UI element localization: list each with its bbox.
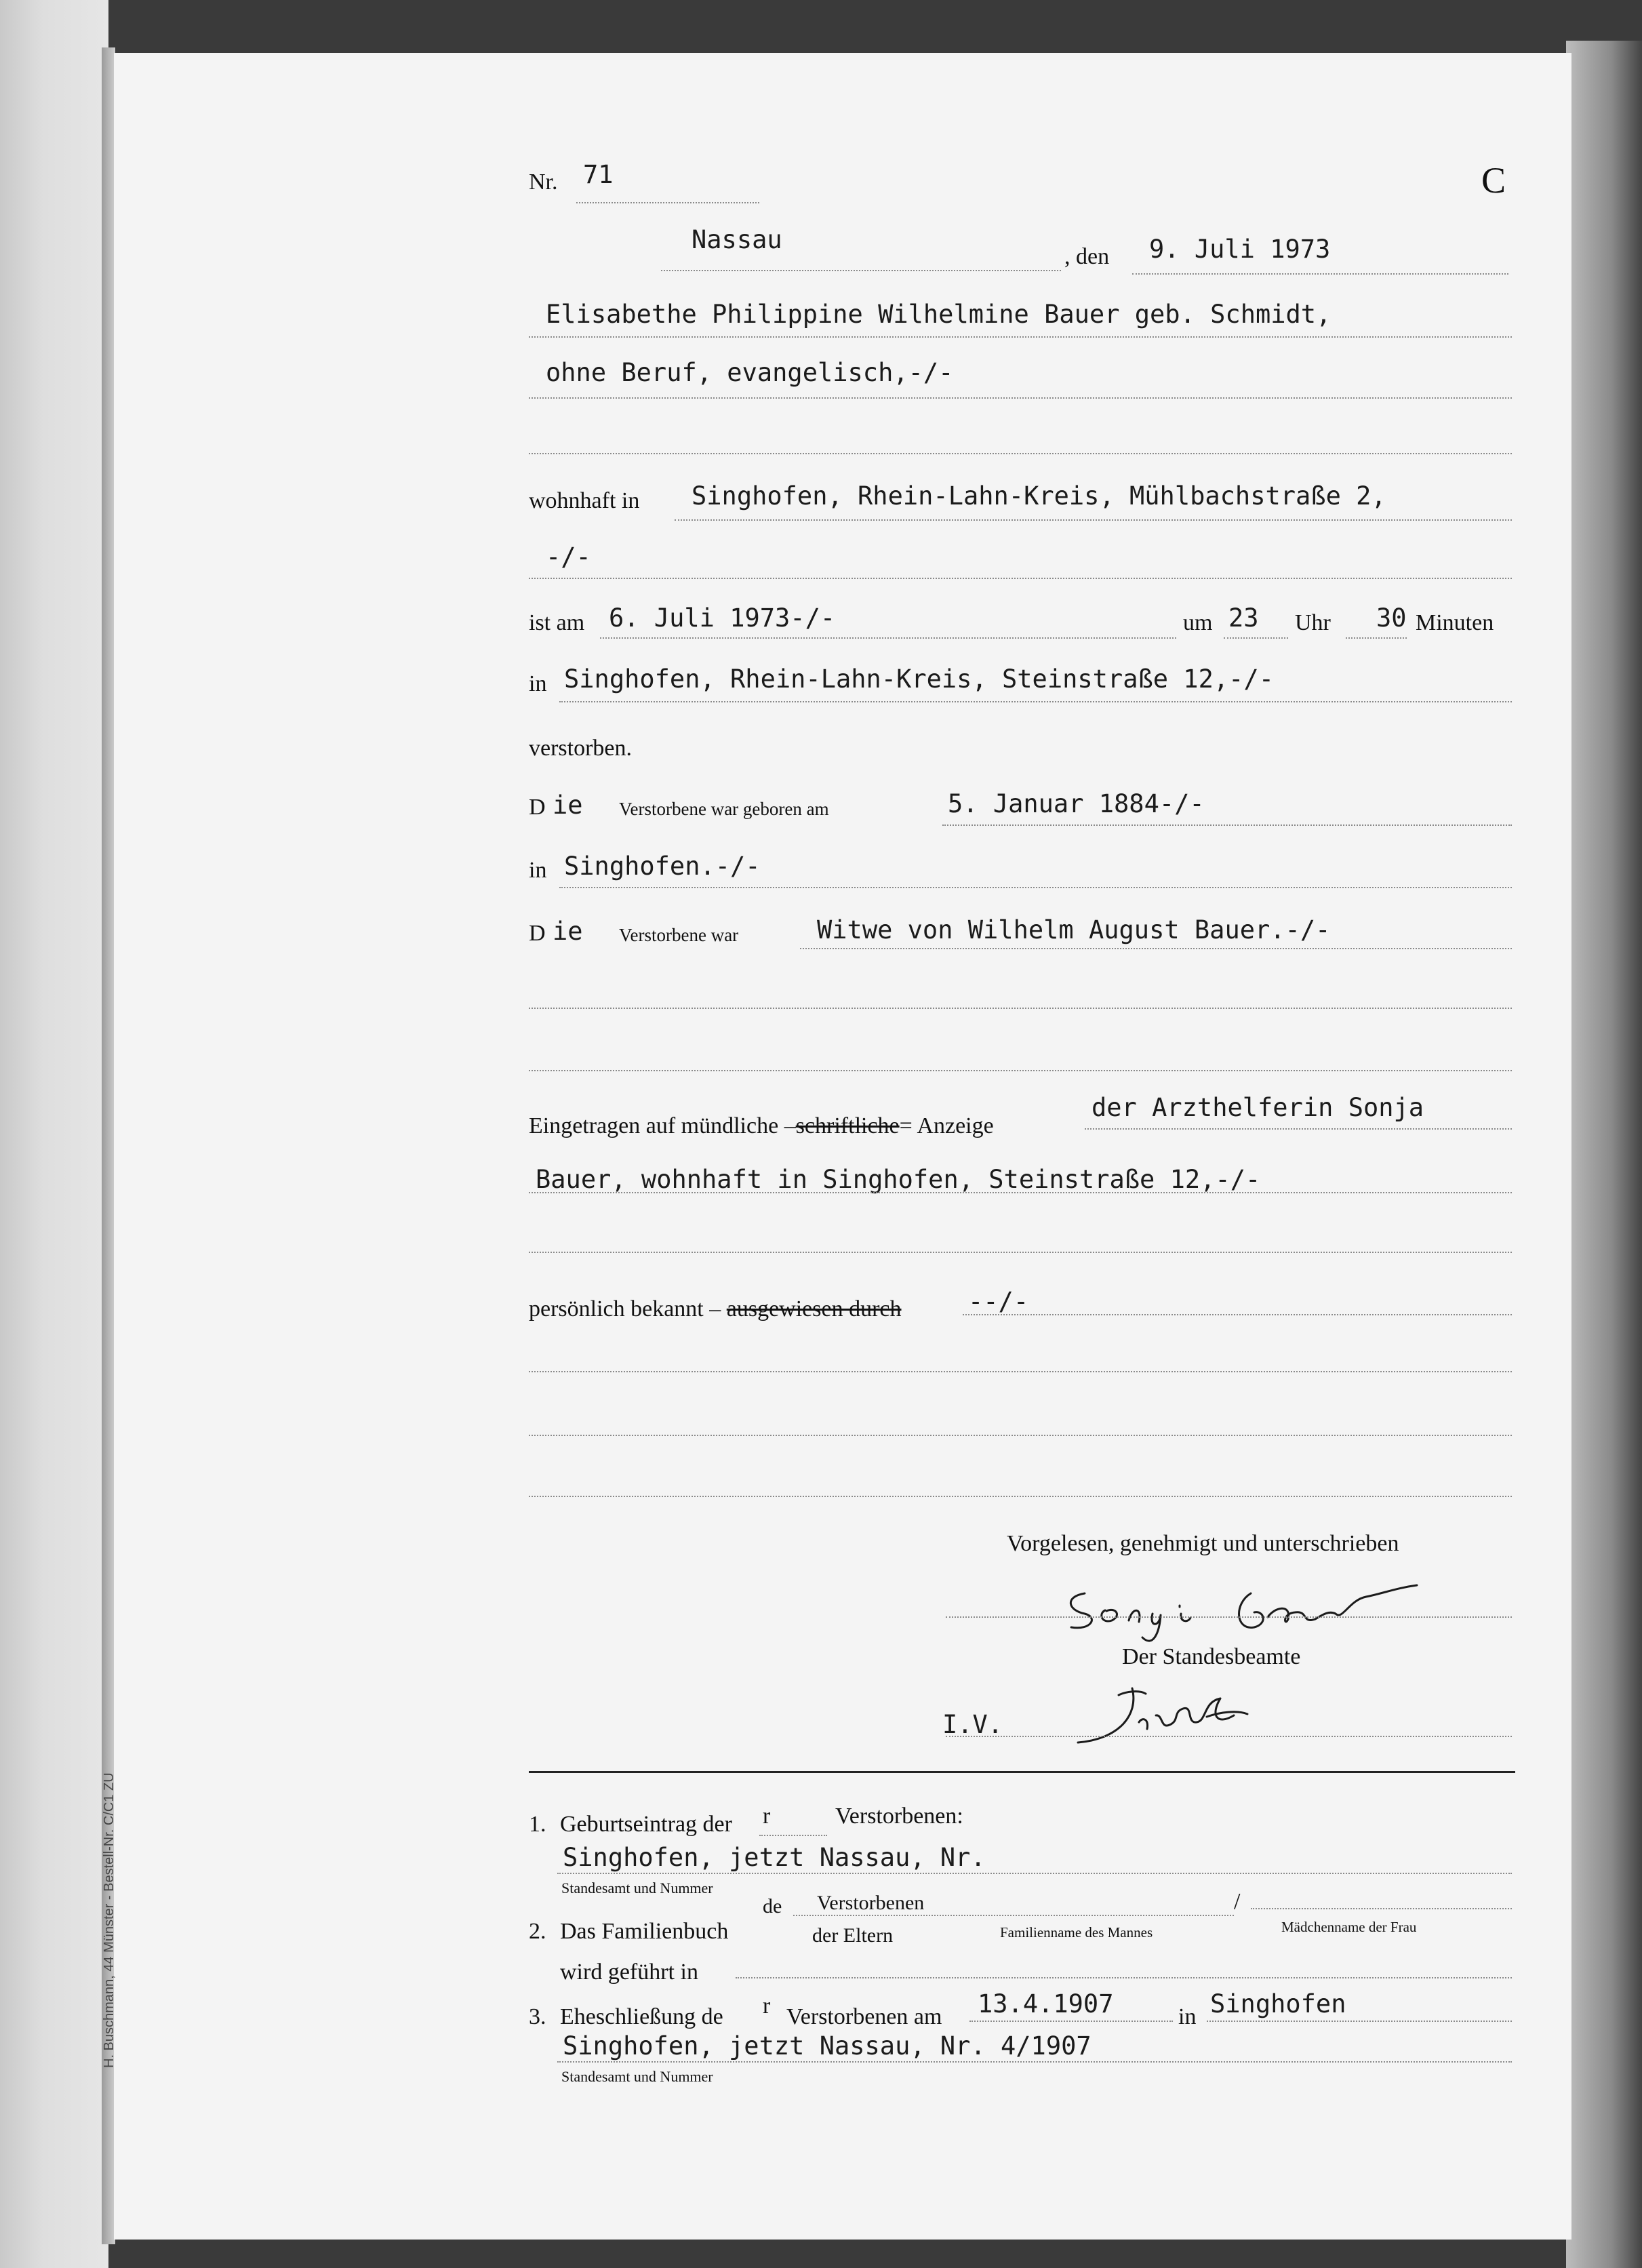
fn2-option-2: der Eltern — [812, 1924, 894, 1947]
um-label: um — [1183, 610, 1213, 635]
verstorben-label: verstorben. — [529, 736, 633, 761]
line-blank-3 — [529, 1070, 1512, 1071]
left-facing-page — [0, 0, 108, 2268]
fn1-number: 1. — [529, 1812, 546, 1837]
line-address — [675, 519, 1512, 521]
fn3-sub: Standesamt und Nummer — [561, 2068, 713, 2085]
date-line — [1132, 273, 1508, 275]
marital-d-fill: ie — [553, 917, 583, 946]
fn3-label-b: Verstorbenen am — [786, 2004, 942, 2029]
fn1-label-a: Geburtseintrag der — [560, 1812, 732, 1837]
fn2-label-2: wird geführt in — [560, 1959, 698, 1985]
line-informant-1 — [1085, 1128, 1512, 1130]
fn3-place: Singhofen — [1210, 1989, 1346, 2018]
fn1-label-b: Verstorbenen: — [835, 1804, 963, 1829]
fn3-date: 13.4.1907 — [978, 1989, 1114, 2018]
fn2-number: 2. — [529, 1919, 546, 1944]
fn1-sub: Standesamt und Nummer — [561, 1879, 713, 1896]
line-death-place — [559, 701, 1512, 702]
birth-date: 5. Januar 1884-/- — [948, 789, 1205, 818]
line-fn3-value — [557, 2061, 1512, 2063]
registrar-label: Der Standesbeamte — [1122, 1644, 1301, 1669]
fn2-label: Das Familienbuch — [560, 1919, 729, 1944]
fn1-fill: r — [763, 1804, 771, 1829]
fn2-option-1: Verstorbenen — [817, 1892, 925, 1914]
fn3-value: Singhofen, jetzt Nassau, Nr. 4/1907 — [563, 2031, 1092, 2061]
line-registrar-signature — [946, 1736, 1512, 1737]
person-address-cont: -/- — [546, 542, 591, 572]
line-fn3-place — [1207, 2021, 1512, 2022]
death-in-label: in — [529, 671, 547, 696]
page-stack-edge — [1566, 41, 1642, 2268]
iv-label: I.V. — [942, 1710, 1003, 1739]
ist-am-label: ist am — [529, 610, 585, 635]
birth-d-fill: ie — [553, 791, 583, 820]
registration-struck: schriftliche — [795, 1113, 900, 1138]
line-fn1-value — [557, 1873, 1512, 1874]
line-blank-1 — [529, 453, 1512, 454]
fn3-fill: r — [763, 1993, 771, 2018]
death-place: Singhofen, Rhein-Lahn-Kreis, Steinstraße 12,-/- — [564, 664, 1274, 694]
registration-label-b: = Anzeige — [899, 1113, 994, 1138]
identification-struck: ausgewiesen durch — [726, 1296, 902, 1321]
line-blank-7 — [529, 1496, 1512, 1497]
fn2-slash: / — [1234, 1889, 1241, 1914]
identification-value: --/- — [968, 1287, 1029, 1316]
marital-d-label: D — [529, 921, 546, 946]
marital-value: Witwe von Wilhelm August Bauer.-/- — [817, 915, 1331, 944]
fn1-value: Singhofen, jetzt Nassau, Nr. — [563, 1843, 986, 1872]
printer-imprint: H. Buschmann, 44 Münster - Bestell-Nr. C/C1 ZU — [102, 1772, 117, 2068]
registrar-signature — [1064, 1675, 1322, 1756]
death-date: 6. Juli 1973-/- — [609, 603, 836, 633]
line-minutes — [1346, 637, 1407, 639]
line-informant-2 — [529, 1192, 1512, 1193]
line-blank-2 — [529, 1008, 1512, 1009]
form-letter: C — [1481, 160, 1506, 201]
marital-label: Verstorbene war — [619, 925, 739, 945]
line-informant-signature — [946, 1616, 1512, 1618]
birth-place: Singhofen.-/- — [564, 852, 761, 881]
den-label: , den — [1064, 244, 1110, 269]
read-approved-label: Vorgelesen, genehmigt und unterschrieben — [1007, 1531, 1399, 1556]
line-fn2-name — [793, 1915, 1234, 1916]
line-blank-6 — [529, 1435, 1512, 1436]
nr-value: 71 — [583, 160, 614, 189]
fn2-de: de — [763, 1895, 782, 1917]
line-birth-place — [559, 887, 1512, 888]
person-details: ohne Beruf, evangelisch,-/- — [546, 358, 954, 387]
birth-in-label: in — [529, 858, 547, 883]
person-name: Elisabethe Philippine Wilhelmine Bauer geb. Schmidt, — [546, 300, 1331, 329]
line-fn1-fill — [759, 1835, 827, 1836]
informant-line-2: Bauer, wohnhaft in Singhofen, Steinstraße 12,-/- — [536, 1165, 1261, 1194]
fn3-number: 3. — [529, 2004, 546, 2029]
line-fn2-maiden — [1251, 1908, 1512, 1909]
line-death-date — [600, 637, 1176, 639]
wohnhaft-label: wohnhaft in — [529, 488, 640, 513]
line-hour — [1224, 637, 1288, 639]
nr-line — [576, 202, 759, 203]
line-fn3-date — [969, 2021, 1173, 2022]
uhr-label: Uhr — [1295, 610, 1331, 635]
identification-label: persönlich bekannt – — [529, 1296, 721, 1321]
line-blank-4 — [529, 1252, 1512, 1253]
birth-label: Verstorbene war geboren am — [619, 799, 829, 819]
section-divider — [529, 1771, 1515, 1773]
informant-line-1: der Arzthelferin Sonja — [1092, 1093, 1424, 1122]
minuten-label: Minuten — [1416, 610, 1494, 635]
registration-label-a: Eingetragen auf mündliche – — [529, 1113, 796, 1138]
line-fn2-place — [736, 1977, 1512, 1978]
registration-label — [529, 1113, 994, 1139]
nr-label: Nr. — [529, 170, 558, 195]
line-blank-5 — [529, 1371, 1512, 1372]
line-details — [529, 397, 1512, 399]
line-name — [529, 336, 1512, 338]
person-address: Singhofen, Rhein-Lahn-Kreis, Mühlbachstraße 2, — [692, 481, 1386, 511]
informant-signature — [1058, 1573, 1424, 1648]
line-identification — [963, 1314, 1512, 1315]
place-line — [661, 270, 1061, 271]
line-birth-date — [942, 824, 1512, 826]
fn2-sub-a: Familienname des Mannes — [1000, 1924, 1153, 1941]
death-hour: 23 — [1228, 603, 1259, 633]
line-address-cont — [529, 578, 1512, 579]
fn3-label-a: Eheschließung de — [560, 2004, 723, 2029]
place-value: Nassau — [692, 225, 782, 254]
birth-d-label: D — [529, 795, 546, 820]
fn3-in-label: in — [1178, 2004, 1197, 2029]
death-minutes: 30 — [1376, 603, 1407, 633]
fn2-sub-b: Mädchenname der Frau — [1281, 1919, 1417, 1935]
header-date: 9. Juli 1973 — [1149, 235, 1331, 264]
line-marital — [800, 948, 1512, 949]
